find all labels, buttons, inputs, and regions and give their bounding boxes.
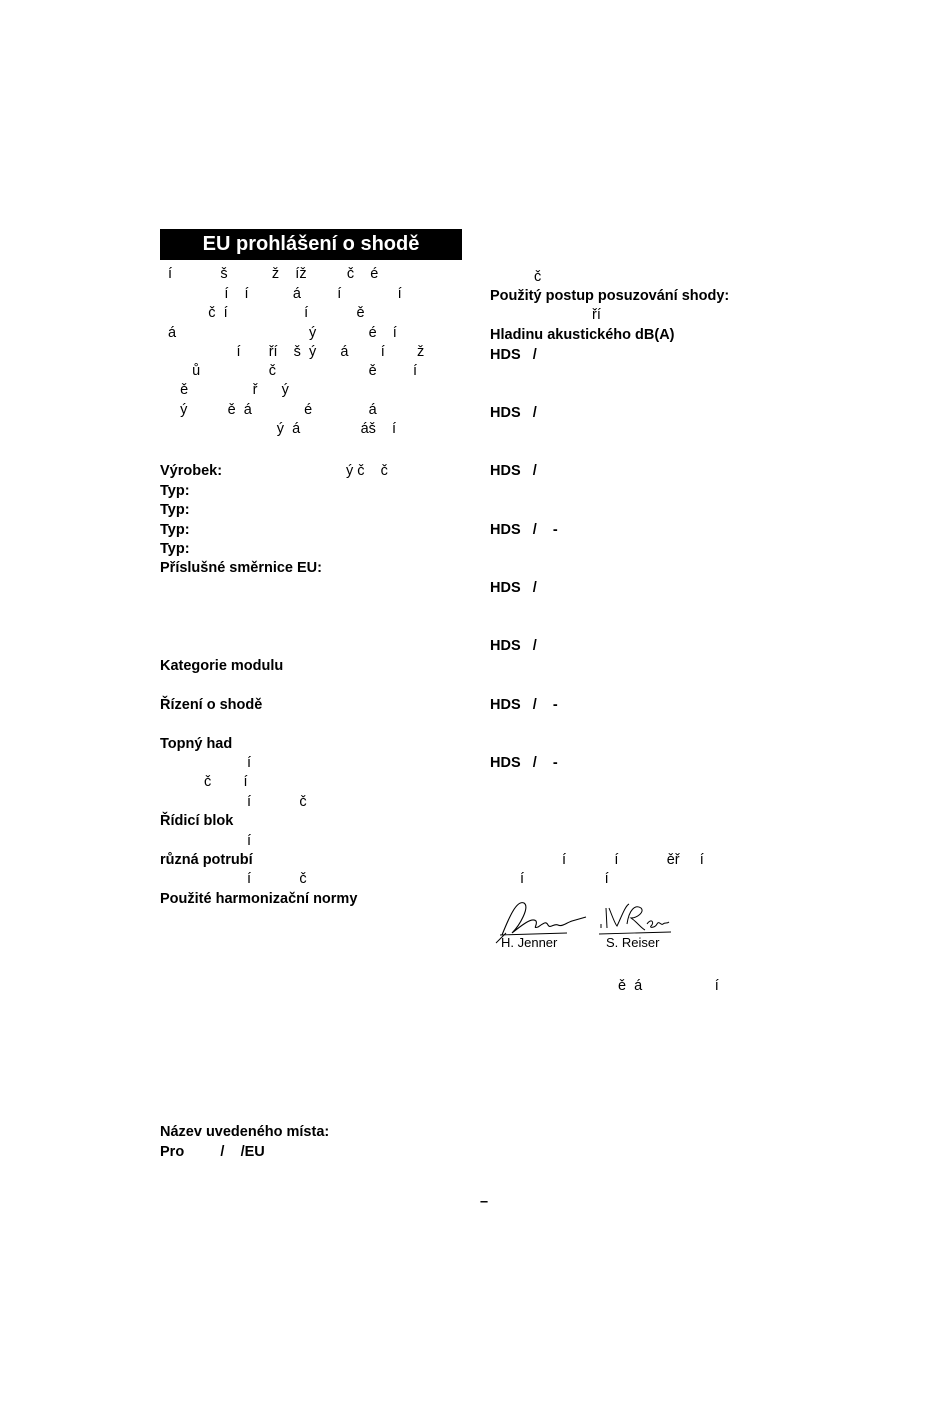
intro-line: í í á í í [168, 286, 402, 302]
hds-row: HDS / [490, 347, 537, 363]
heating-line: í č [247, 794, 307, 810]
notified-body-label: Název uvedeného místa: [160, 1124, 330, 1140]
type-label: Typ: [160, 502, 190, 518]
page-marker: – [480, 1194, 489, 1210]
product-label: Výrobek: [160, 463, 223, 479]
noise-label: Hladinu akustického dB(A) [490, 327, 675, 343]
signature-reiser-graphic [597, 900, 675, 940]
procedure-line: ří [592, 307, 601, 323]
hds-row: HDS / - [490, 522, 558, 538]
intro-line: á ý é í [168, 325, 397, 341]
hds-row: HDS / [490, 463, 537, 479]
right-top-char: č [534, 269, 542, 285]
page-title: EU prohlášení o shodě [160, 229, 462, 260]
harmonized-norms-label: Použité harmonizační normy [160, 891, 358, 907]
heating-coil-label: Topný had [160, 736, 233, 752]
type-label: Typ: [160, 541, 190, 557]
closing-line: í í [520, 871, 609, 887]
hds-row: HDS / [490, 580, 537, 596]
directives-label: Příslušné směrnice EU: [160, 560, 322, 576]
intro-line: ě ř ý [168, 382, 289, 398]
intro-line: ý á áš í [168, 421, 397, 437]
conformity-control-label: Řízení o shodě [160, 697, 263, 713]
control-line: í [247, 833, 252, 849]
type-label: Typ: [160, 522, 190, 538]
heating-line: í [247, 755, 252, 771]
intro-line: ů č ě í [168, 363, 417, 379]
procedure-label: Použitý postup posuzování shody: [490, 288, 730, 304]
pipes-line: í č [247, 871, 307, 887]
signature-name-jenner: H. Jenner [501, 935, 558, 950]
hds-row: HDS / [490, 638, 537, 654]
type-label: Typ: [160, 483, 190, 499]
heating-line: č í [204, 774, 248, 790]
bottom-line: ě á í [618, 978, 719, 994]
signature-reiser [597, 900, 675, 940]
product-value: ý č č [346, 463, 388, 479]
intro-line: í š ž íž č é [168, 266, 379, 282]
hds-row: HDS / [490, 405, 537, 421]
intro-line: ý ě á é á [168, 402, 377, 418]
closing-line: í í ěř í [562, 852, 704, 868]
pipes-label: různá potrubí [160, 852, 253, 868]
signature-name-reiser: S. Reiser [606, 935, 660, 950]
hds-row: HDS / - [490, 697, 558, 713]
for-eu-label: Pro / /EU [160, 1144, 265, 1160]
control-block-label: Řídicí blok [160, 813, 234, 829]
module-category-label: Kategorie modulu [160, 658, 284, 674]
hds-row: HDS / - [490, 755, 558, 771]
intro-line: č í í ě [168, 305, 365, 321]
intro-line: í ří š ý á í ž [168, 344, 425, 360]
